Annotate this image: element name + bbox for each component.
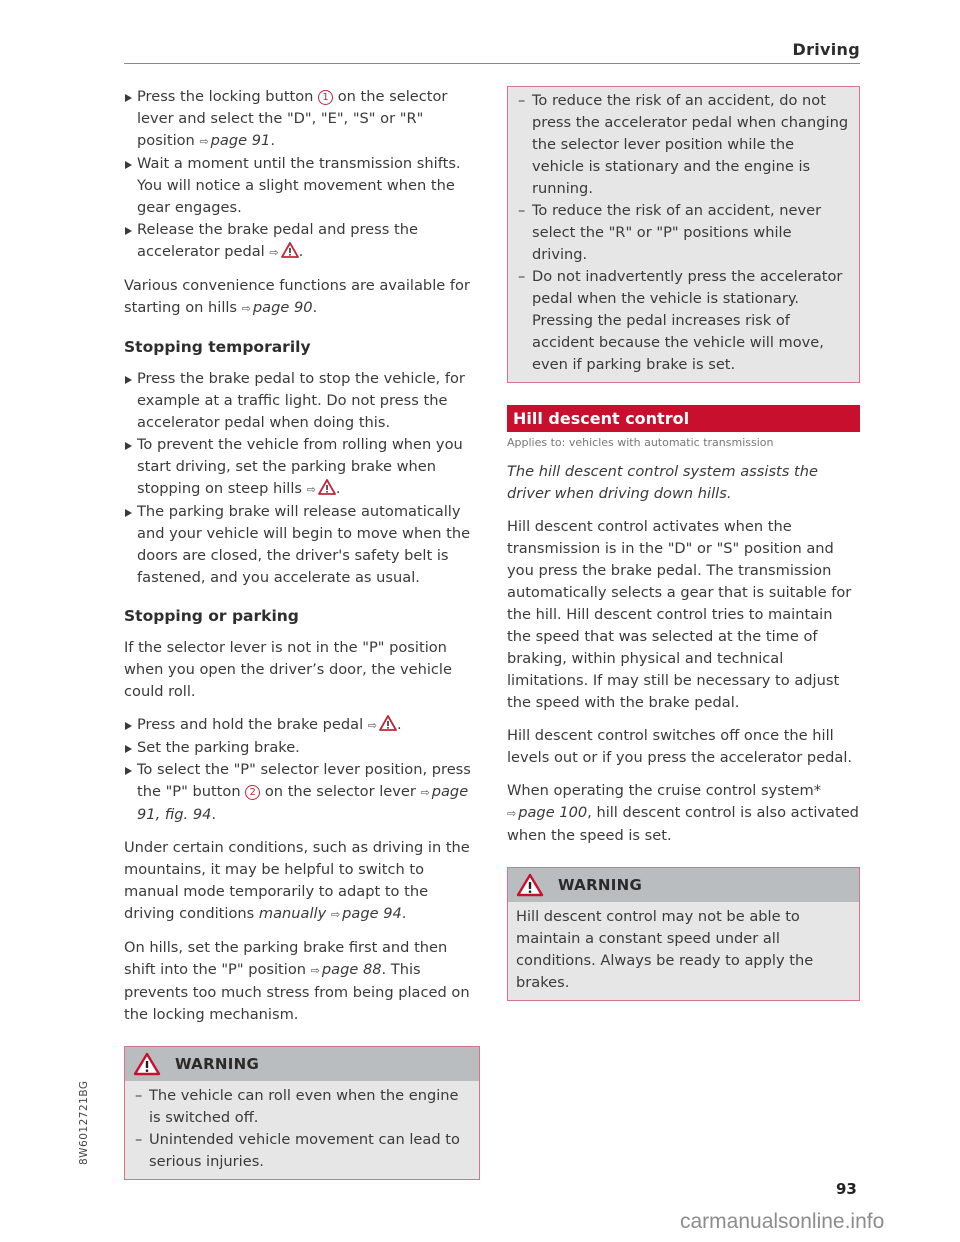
arrow-right-icon: ⇨ [310,964,320,977]
callout-2-icon: 2 [245,785,260,800]
paragraph: Hill descent control switches off once the hill levels out or if you press the accelerator pedal. [507,727,853,766]
step-item: To prevent the vehicle from rolling when you start driving, set the parking brake when stopping on steep hills ⇨ . [124,434,480,501]
arrow-right-icon: ⇨ [199,135,209,148]
paragraph: Under certain conditions, such as driving in the mountains, it may be helpful to switch to manual mode temporarily to adapt to the driving conditions manually ⇨ page 94. [124,839,470,922]
warning-item: – To reduce the risk of an accident, do not press the accelerator pedal when changing the selector lever position while the vehicle is stationary and the engine is running. [516,90,849,200]
section-heading-hill-descent: Hill descent control [507,405,860,432]
arrow-right-icon: ⇨ [306,483,316,496]
applies-to-note: Applies to: vehicles with automatic transmission [507,436,774,449]
warning-header [508,868,859,902]
paragraph: When operating the cruise control system* ⇨ page 100, hill descent control is also activated when the speed is set. [507,782,859,844]
step-item: Press the brake pedal to stop the vehicle, for example at a traffic light. Do not press the accelerator pedal when doing this. [124,368,480,434]
step-item: To select the "P" selector lever position, press the "P" button 2 on the selector lever ⇨ page 91, fig. 94. [124,759,480,826]
warning-triangle-icon [133,1052,161,1076]
header-divider [124,63,860,64]
warning-label: WARNING [558,876,643,894]
warning-box-continued [507,86,860,383]
warning-triangle-icon[interactable] [281,242,299,258]
step-item: The parking brake will release automatically and your vehicle will begin to move when the doors are closed, the driver's safety belt is fastened, and you accelerate as usual. [124,501,480,589]
step-item: Release the brake pedal and press the accelerator pedal ⇨ . [124,219,480,264]
warning-triangle-icon[interactable] [379,715,397,731]
warning-item: – The vehicle can roll even when the engine is switched off. [133,1085,469,1129]
page-number: 93 [836,1180,857,1198]
page-reference-link[interactable]: ⇨ page 91 [199,132,271,149]
paragraph: If the selector lever is not in the "P" position when you open the driver’s door, the vehicle could roll. [124,639,452,700]
page-reference-link[interactable]: ⇨ page 91, fig. 94 [137,783,469,823]
arrow-right-icon: ⇨ [241,302,251,315]
warning-triangle-icon [516,873,544,897]
warning-box [124,1046,480,1180]
page-reference-link[interactable]: ⇨ page 94 [330,905,402,922]
arrow-right-icon: ⇨ [367,719,377,732]
warning-item: – To reduce the risk of an accident, never select the "R" or "P" positions while driving. [516,200,849,266]
warning-box [507,867,860,1001]
paragraph: Hill descent control activates when the transmission is in the "D" or "S" position and you press the brake pedal. The transmission automatically selects a gear that is suitable for the hill. Hill descent control tries to maintain the speed that was selected at the time of braking, within physical and technical limitations. If may still be necessary to adjust the speed with the brake pedal. [507,518,852,711]
arrow-right-icon: ⇨ [269,246,279,259]
arrow-right-icon: ⇨ [507,807,517,820]
subheading-stopping-parking: Stopping or parking [124,607,299,625]
page-reference-link[interactable]: ⇨ page 90 [241,299,313,316]
arrow-right-icon: ⇨ [330,908,341,921]
warning-item: – Do not inadvertently press the accelerator pedal when the vehicle is stationary. Pressing the pedal increases risk of accident because the vehicle will move, even if parking brake is set. [516,266,849,376]
step-item: Set the parking brake. [124,737,480,759]
step-item: Wait a moment until the transmission shifts. You will notice a slight movement when the gear engages. [124,153,480,219]
right-column [507,86,860,1001]
warning-item: – Unintended vehicle movement can lead to serious injuries. [133,1129,469,1173]
page-reference-link[interactable]: ⇨ page 100 [507,804,588,821]
warning-triangle-icon[interactable] [318,479,336,495]
intro-text: The hill descent control system assists the driver when driving down hills. [507,463,818,502]
callout-1-icon: 1 [318,90,333,105]
step-item: Press the locking button 1 on the selector lever and select the "D", "E", "S" or "R" position ⇨ page 91. [124,86,480,153]
section-title: Driving [792,40,860,59]
document-code: 8W6012721BG [78,1080,90,1165]
page-reference-link[interactable]: ⇨ page 88 [310,961,382,978]
subheading-stopping-temporarily: Stopping temporarily [124,338,311,356]
warning-label: WARNING [175,1055,260,1073]
left-column [124,86,480,1180]
step-item: Press and hold the brake pedal ⇨ . [124,714,480,737]
warning-text: Hill descent control may not be able to maintain a constant speed under all conditions. Always be ready to apply the brakes. [516,908,814,991]
warning-header [125,1047,479,1081]
arrow-right-icon: ⇨ [420,786,430,799]
paragraph: Various convenience functions are available for starting on hills ⇨ page 90. [124,277,470,316]
watermark: carmanualsonline.info [680,1210,885,1233]
paragraph: On hills, set the parking brake first and then shift into the "P" position ⇨ page 88. This prevents too much stress from being placed on the locking mechanism. [124,939,470,1023]
